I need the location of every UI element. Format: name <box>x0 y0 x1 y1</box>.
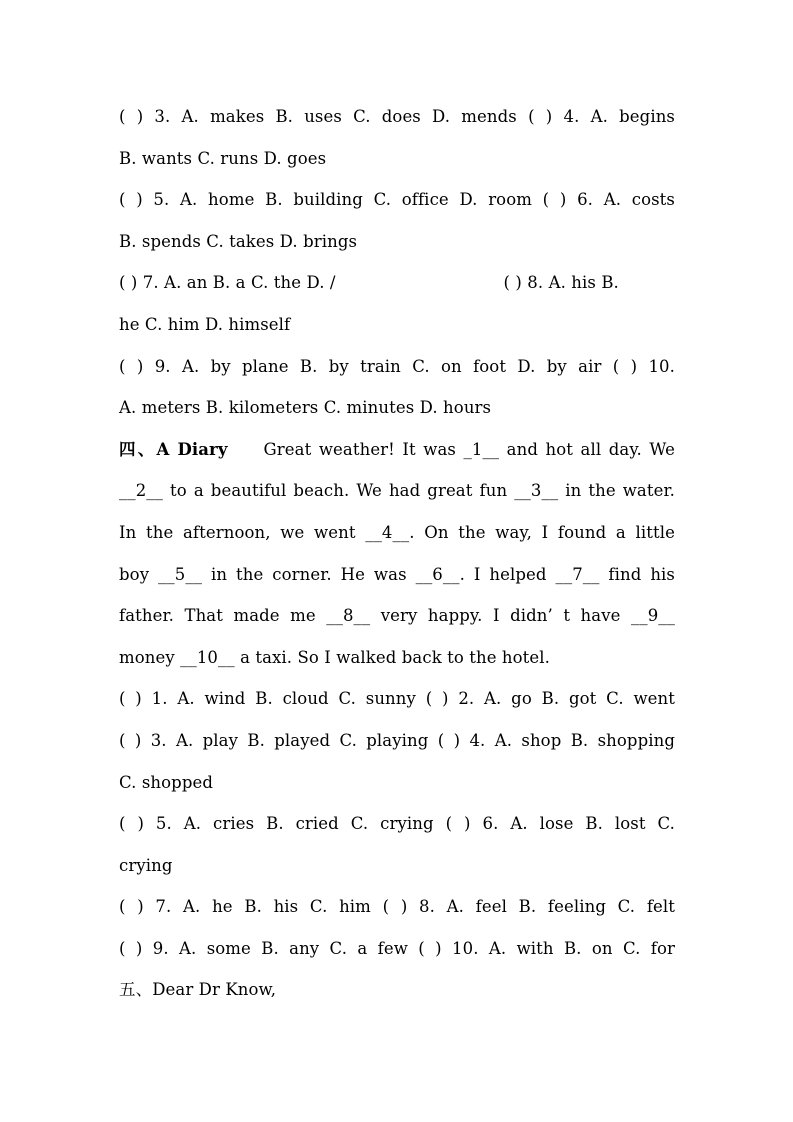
passage-line: __2__ to a beautiful beach. We had great fun __3__ in the water. <box>119 481 675 501</box>
option-line: crying <box>119 855 173 875</box>
question-text: ( ) 5. A. home B. building C. office D. room <box>119 190 532 210</box>
question-text: ( ) 8. A. his B. <box>503 273 619 293</box>
option-line: he C. him D. himself <box>119 314 291 334</box>
option-line: ( ) 3. A. play B. played C. playing ( ) 4. A. shop B. shopping <box>119 730 675 750</box>
question-line <box>119 179 675 221</box>
option-line: ( ) 9. A. some B. any C. a few ( ) 10. A. with B. on C. for <box>119 938 675 958</box>
passage-text: Great weather! It was _1__ and hot all day. We <box>263 439 675 459</box>
question-text: ( ) 7. A. an B. a C. the D. / <box>119 273 336 293</box>
option-line: B. wants C. runs D. goes <box>119 148 327 168</box>
passage-line: In the afternoon, we went __4__. On the way, I found a little <box>119 522 675 542</box>
question-text: ( ) 9. A. by plane B. by train C. on foot D. by air ( ) 10. <box>119 356 675 376</box>
question-text: ( ) 6. A. costs <box>542 190 675 210</box>
passage-line <box>119 429 675 471</box>
option-line: ( ) 5. A. cries B. cried C. crying ( ) 6. A. lose B. lost C. <box>119 814 675 834</box>
passage-line: money __10__ a taxi. So I walked back to the hotel. <box>119 647 550 667</box>
question-line <box>119 262 675 304</box>
option-line: ( ) 1. A. wind B. cloud C. sunny ( ) 2. A. go B. got C. went <box>119 689 675 709</box>
section-heading: 五、Dear Dr Know, <box>119 980 277 1000</box>
passage-line: boy __5__ in the corner. He was __6__. I helped __7__ find his <box>119 564 675 584</box>
option-line: C. shopped <box>119 772 214 792</box>
option-line: A. meters B. kilometers C. minutes D. hours <box>119 398 492 418</box>
question-text: ( ) 3. A. makes B. uses C. does D. mends <box>119 107 517 126</box>
question-line <box>119 346 675 388</box>
question-text: ( ) 4. A. begins <box>528 107 675 126</box>
section-heading: 四、A Diary <box>119 439 228 459</box>
option-line: ( ) 7. A. he B. his C. him ( ) 8. A. feel B. feeling C. felt <box>119 897 675 917</box>
question-line <box>119 96 675 138</box>
option-line: B. spends C. takes D. brings <box>119 231 358 251</box>
passage-line: father. That made me __8__ very happy. I didn’ t have __9__ <box>119 606 675 626</box>
document-content <box>119 96 675 1011</box>
